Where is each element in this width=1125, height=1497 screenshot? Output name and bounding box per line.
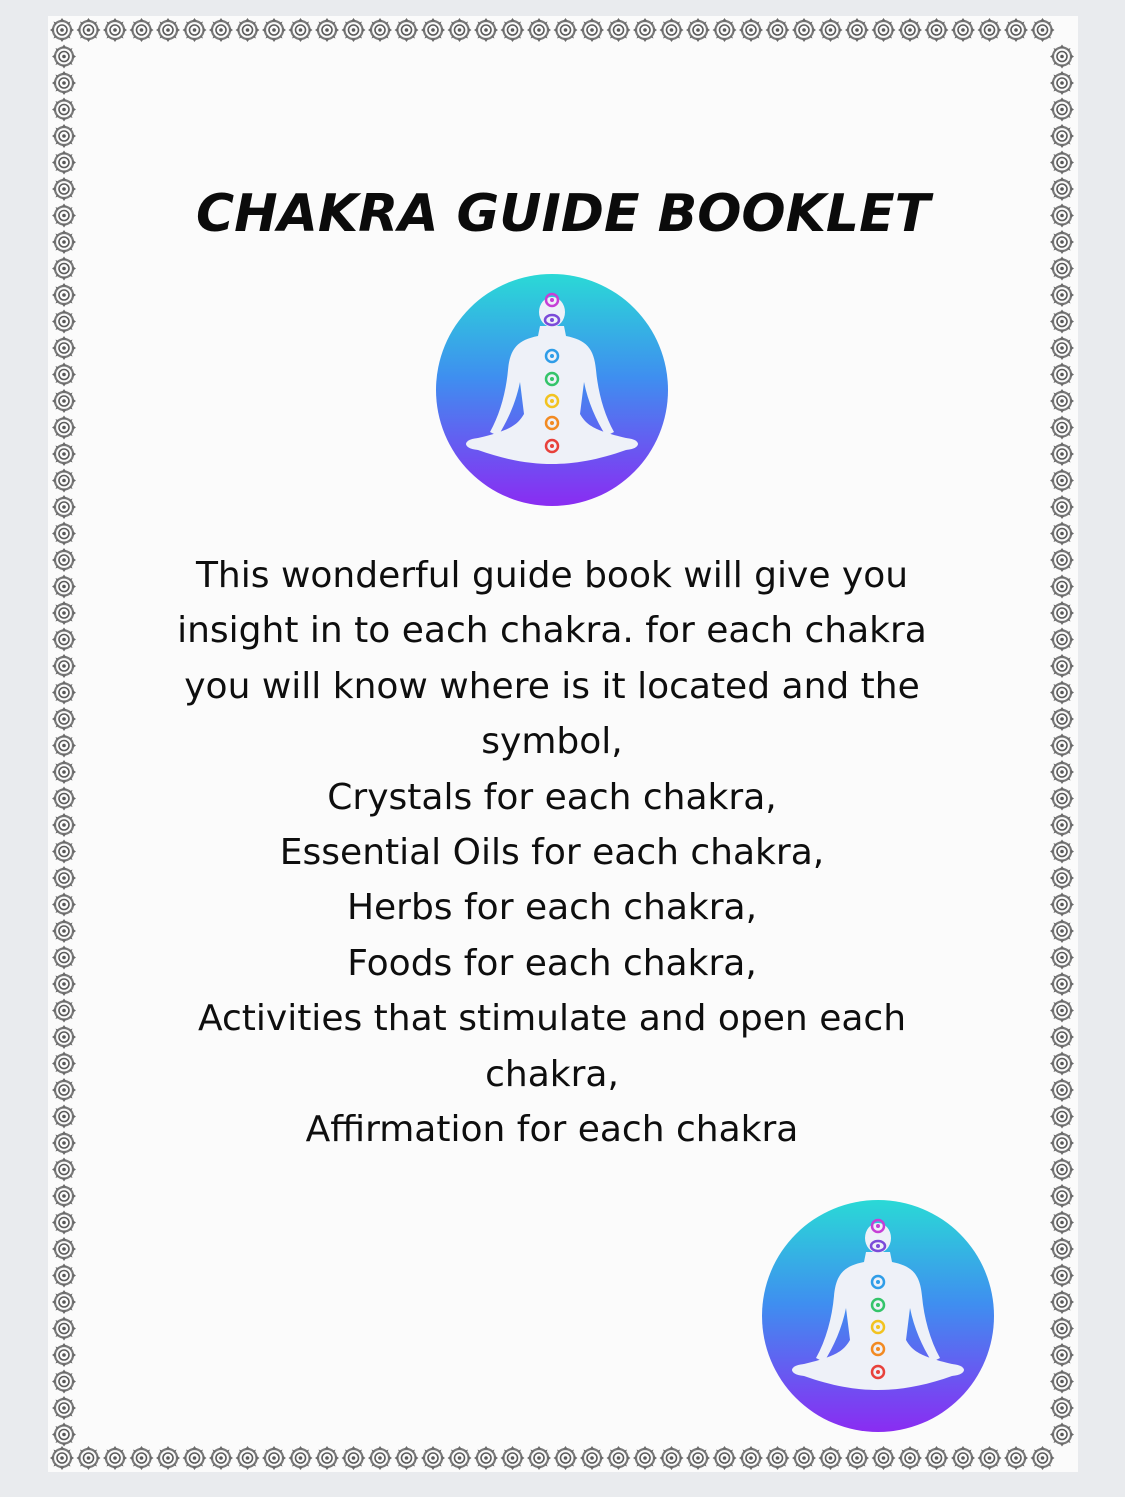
border-ornament (209, 18, 233, 42)
border-ornament (872, 18, 896, 42)
border-ornament (52, 866, 76, 890)
border-ornament (660, 18, 684, 42)
border-ornament (1050, 1317, 1074, 1341)
border-ornament (1050, 654, 1074, 678)
border-ornament (580, 18, 604, 42)
border-ornament (766, 1446, 790, 1470)
border-ornament (1050, 1290, 1074, 1314)
border-ornament (130, 1446, 154, 1470)
border-ornament (236, 18, 260, 42)
border-ornament (792, 1446, 816, 1470)
border-ornament (1050, 972, 1074, 996)
border-ornament (52, 919, 76, 943)
border-ornament (1050, 336, 1074, 360)
border-ornament (52, 628, 76, 652)
border-ornament (342, 18, 366, 42)
border-ornament (1050, 363, 1074, 387)
border-ornament (1050, 1423, 1074, 1447)
border-ornament (792, 18, 816, 42)
border-ornament (1050, 98, 1074, 122)
border-ornament (898, 18, 922, 42)
intro-line: symbol, (481, 721, 623, 763)
border-ornament (1050, 760, 1074, 784)
border-ornament (52, 389, 76, 413)
border-ornament (156, 18, 180, 42)
border-ornament (1050, 1211, 1074, 1235)
border-ornament (1050, 522, 1074, 546)
border-ornament (262, 1446, 286, 1470)
border-ornament (421, 18, 445, 42)
border-ornament (52, 71, 76, 95)
border-ornament (50, 1446, 74, 1470)
list-line: Affirmation for each chakra (305, 1109, 799, 1151)
border-ornament (1050, 416, 1074, 440)
list-line: Herbs for each chakra, (346, 887, 758, 929)
border-ornament (713, 18, 737, 42)
intro-line: insight in to each chakra. for each chakra (177, 610, 927, 652)
border-ornament (978, 18, 1002, 42)
border-ornament (395, 18, 419, 42)
border-ornament (421, 1446, 445, 1470)
border-ornament (474, 18, 498, 42)
border-ornament (289, 1446, 313, 1470)
description-text (143, 548, 961, 1157)
border-ornament (52, 1131, 76, 1155)
border-ornament (951, 1446, 975, 1470)
border-ornament (1031, 1446, 1055, 1470)
border-ornament (1050, 151, 1074, 175)
border-ornament (845, 1446, 869, 1470)
border-ornament (474, 1446, 498, 1470)
border-ornament (52, 151, 76, 175)
border-ornament (52, 522, 76, 546)
border-ornament (52, 760, 76, 784)
border-ornament (52, 257, 76, 281)
border-ornament (1050, 866, 1074, 890)
border-ornament (1050, 601, 1074, 625)
border-ornament (633, 1446, 657, 1470)
border-ornament (368, 18, 392, 42)
border-ornament (1050, 1184, 1074, 1208)
border-ornament (898, 1446, 922, 1470)
border-ornament (52, 495, 76, 519)
intro-line: This wonderful guide book will give you (195, 555, 909, 596)
border-ornament (52, 681, 76, 705)
border-ornament (52, 336, 76, 360)
border-ornament (52, 1237, 76, 1261)
border-ornament (1031, 18, 1055, 42)
border-ornament (52, 787, 76, 811)
border-ornament (289, 18, 313, 42)
border-ornament (52, 1290, 76, 1314)
border-ornament (1050, 893, 1074, 917)
border-ornament (50, 18, 74, 42)
border-ornament (52, 283, 76, 307)
border-ornament (52, 310, 76, 334)
meditating-figure-chakra-icon (762, 1200, 994, 1432)
border-ornament (554, 1446, 578, 1470)
border-ornament (1050, 257, 1074, 281)
border-ornament (1050, 813, 1074, 837)
border-ornament (1050, 919, 1074, 943)
border-ornament (527, 18, 551, 42)
border-ornament (1050, 946, 1074, 970)
border-ornament (1004, 1446, 1028, 1470)
border-ornament (1050, 310, 1074, 334)
border-ornament (1050, 1370, 1074, 1394)
booklet-page (48, 16, 1078, 1472)
border-ornament (554, 18, 578, 42)
border-ornament (52, 124, 76, 148)
border-ornament (501, 1446, 525, 1470)
border-ornament (1050, 1052, 1074, 1076)
border-ornament (209, 1446, 233, 1470)
border-ornament (1050, 548, 1074, 572)
list-line: Foods for each chakra, (347, 942, 757, 984)
border-ornament (819, 18, 843, 42)
border-ornament (739, 1446, 763, 1470)
border-ornament (156, 1446, 180, 1470)
border-ornament (52, 946, 76, 970)
border-ornament (713, 1446, 737, 1470)
border-ornament (52, 575, 76, 599)
border-ornament (52, 1105, 76, 1129)
border-ornament (1050, 1158, 1074, 1182)
border-ornament (52, 416, 76, 440)
list-line: Activities that stimulate and open each (197, 998, 907, 1040)
border-ornament (1050, 787, 1074, 811)
border-ornament (52, 1343, 76, 1367)
border-ornament (52, 1423, 76, 1447)
border-ornament (52, 363, 76, 387)
border-ornament (52, 734, 76, 758)
border-ornament (766, 18, 790, 42)
border-ornament (845, 18, 869, 42)
border-ornament (52, 893, 76, 917)
border-ornament (978, 1446, 1002, 1470)
border-ornament (52, 469, 76, 493)
border-ornament (1050, 1343, 1074, 1367)
border-ornament (1050, 1105, 1074, 1129)
border-ornament (1050, 1396, 1074, 1420)
border-ornament (527, 1446, 551, 1470)
list-line: chakra, (485, 1053, 619, 1095)
border-ornament (52, 1264, 76, 1288)
border-ornament (1050, 1131, 1074, 1155)
border-ornament (77, 1446, 101, 1470)
border-ornament (52, 840, 76, 864)
border-ornament (52, 1158, 76, 1182)
border-ornament (660, 1446, 684, 1470)
border-ornament (501, 18, 525, 42)
border-ornament (52, 654, 76, 678)
border-ornament (607, 1446, 631, 1470)
border-ornament (52, 1025, 76, 1049)
list-line: Crystals for each chakra, (327, 776, 777, 818)
border-ornament (52, 972, 76, 996)
border-ornament (1050, 1025, 1074, 1049)
border-ornament (52, 813, 76, 837)
border-ornament (1050, 124, 1074, 148)
border-ornament (1050, 1078, 1074, 1102)
border-ornament (951, 18, 975, 42)
border-ornament (52, 601, 76, 625)
border-ornament (1050, 1264, 1074, 1288)
page-title: CHAKRA GUIDE BOOKLET (195, 184, 931, 244)
border-ornament (1050, 840, 1074, 864)
border-ornament (52, 1078, 76, 1102)
border-ornament (262, 18, 286, 42)
border-ornament (52, 1184, 76, 1208)
border-ornament (52, 1052, 76, 1076)
border-ornament (1050, 469, 1074, 493)
border-ornament (448, 18, 472, 42)
border-ornament (52, 45, 76, 69)
border-ornament (52, 442, 76, 466)
border-ornament (315, 18, 339, 42)
border-ornament (130, 18, 154, 42)
border-ornament (1050, 628, 1074, 652)
border-ornament (872, 1446, 896, 1470)
border-ornament (1050, 495, 1074, 519)
border-ornament (1050, 999, 1074, 1023)
border-ornament (52, 1396, 76, 1420)
border-ornament (52, 98, 76, 122)
border-ornament (52, 1370, 76, 1394)
intro-line: you will know where is it located and the (184, 665, 920, 707)
border-ornament (1050, 71, 1074, 95)
border-ornament (686, 18, 710, 42)
border-ornament (1050, 283, 1074, 307)
border-ornament (686, 1446, 710, 1470)
border-ornament (52, 1211, 76, 1235)
meditating-figure-chakra-icon (436, 274, 668, 506)
border-ornament (1050, 1237, 1074, 1261)
border-ornament (925, 18, 949, 42)
border-ornament (183, 18, 207, 42)
border-ornament (77, 18, 101, 42)
border-ornament (103, 18, 127, 42)
border-ornament (52, 1317, 76, 1341)
border-ornament (1004, 18, 1028, 42)
border-ornament (103, 1446, 127, 1470)
border-ornament (52, 999, 76, 1023)
border-ornament (1050, 45, 1074, 69)
border-ornament (819, 1446, 843, 1470)
border-ornament (633, 18, 657, 42)
border-ornament (236, 1446, 260, 1470)
list-line: Essential Oils for each chakra, (279, 832, 825, 874)
border-ornament (1050, 442, 1074, 466)
border-ornament (607, 18, 631, 42)
border-ornament (52, 548, 76, 572)
border-ornament (580, 1446, 604, 1470)
border-ornament (183, 1446, 207, 1470)
border-ornament (342, 1446, 366, 1470)
border-ornament (395, 1446, 419, 1470)
border-ornament (1050, 707, 1074, 731)
border-ornament (368, 1446, 392, 1470)
border-ornament (1050, 734, 1074, 758)
border-ornament (1050, 575, 1074, 599)
border-ornament (925, 1446, 949, 1470)
border-ornament (739, 18, 763, 42)
border-ornament (52, 707, 76, 731)
border-ornament (1050, 389, 1074, 413)
border-ornament (315, 1446, 339, 1470)
border-ornament (1050, 681, 1074, 705)
border-ornament (448, 1446, 472, 1470)
